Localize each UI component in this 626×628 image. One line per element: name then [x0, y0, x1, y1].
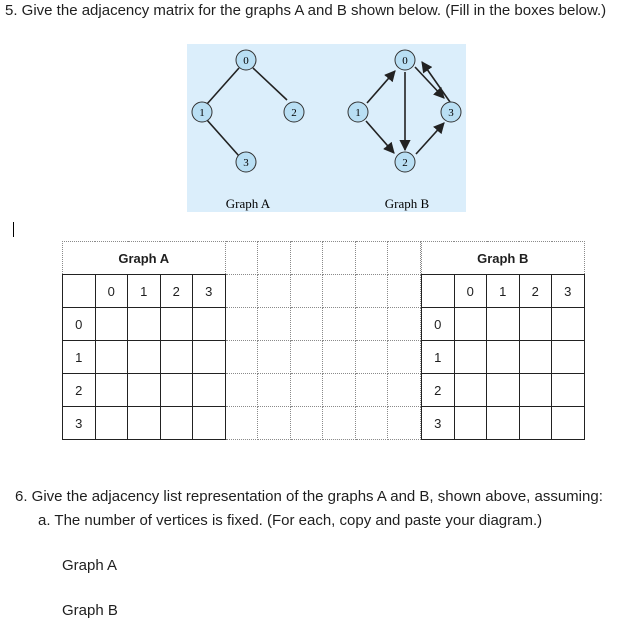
matrix-graph-b — [421, 241, 585, 440]
graph-a-nodes — [192, 50, 304, 172]
edge-b-1-2 — [366, 121, 394, 153]
edge-b-3-0 — [422, 62, 450, 102]
caption-graph-a: Graph A — [225, 196, 271, 211]
matrix-cell[interactable] — [128, 374, 161, 407]
caption-graph-b: Graph B — [384, 196, 430, 211]
svg-text:0: 0 — [243, 55, 249, 67]
question-6: 6. Give the adjacency list representation of the graphs A and B, shown above, assuming: — [15, 488, 603, 505]
matrix-cell[interactable] — [487, 407, 520, 440]
svg-text:1: 1 — [355, 107, 361, 119]
svg-text:1: 1 — [199, 107, 205, 119]
graph-a-edges — [207, 68, 287, 156]
matrix-cell[interactable] — [454, 407, 487, 440]
matrix-cell[interactable] — [95, 407, 128, 440]
matrix-cell[interactable] — [160, 407, 193, 440]
graph-b-node-0 — [395, 50, 415, 70]
answer-label-graph-a: Graph A — [62, 557, 118, 574]
row-header: 1 — [422, 341, 455, 374]
matrix-cell[interactable] — [552, 341, 585, 374]
row-header: 1 — [63, 341, 96, 374]
graph-a-node-1 — [192, 102, 212, 122]
graph-figure — [187, 44, 466, 212]
col-header: 3 — [552, 275, 585, 308]
matrix-cell[interactable] — [454, 341, 487, 374]
edge-a-0-3 — [253, 68, 287, 100]
svg-text:3: 3 — [243, 157, 249, 169]
col-header: 1 — [128, 275, 161, 308]
svg-text:2: 2 — [402, 157, 408, 169]
graph-b-node-1 — [348, 102, 368, 122]
matrix-cell[interactable] — [160, 308, 193, 341]
graph-b-node-3 — [441, 102, 461, 122]
question-5: 5. Give the adjacency matrix for the graphs A and B shown below. (Fill in the boxes below.) — [5, 2, 607, 19]
matrix-cell[interactable] — [454, 374, 487, 407]
col-header: 3 — [193, 275, 226, 308]
answer-label-graph-b: Graph B — [62, 602, 118, 619]
matrix-cell[interactable] — [552, 374, 585, 407]
matrix-cell[interactable] — [519, 374, 552, 407]
matrix-cell[interactable] — [487, 308, 520, 341]
matrix-cell[interactable] — [160, 374, 193, 407]
matrix-cell[interactable] — [193, 308, 226, 341]
question-6a: a. The number of vertices is fixed. (For each, copy and paste your diagram.) — [38, 512, 543, 529]
graph-b-node-2 — [395, 152, 415, 172]
matrix-cell[interactable] — [552, 308, 585, 341]
matrix-cell[interactable] — [193, 407, 226, 440]
matrix-cell[interactable] — [128, 308, 161, 341]
matrix-cell[interactable] — [160, 341, 193, 374]
text-cursor — [13, 222, 14, 237]
col-header: 1 — [487, 275, 520, 308]
matrix-cell[interactable] — [552, 407, 585, 440]
matrix-cell[interactable] — [193, 341, 226, 374]
col-header: 2 — [519, 275, 552, 308]
graph-diagram — [187, 44, 466, 212]
matrix-cell[interactable] — [95, 374, 128, 407]
row-header: 3 — [422, 407, 455, 440]
matrix-cell[interactable] — [128, 407, 161, 440]
matrix-cell[interactable] — [519, 308, 552, 341]
matrix-cell[interactable] — [95, 341, 128, 374]
graph-a-node-2 — [284, 102, 304, 122]
matrix-cell[interactable] — [519, 407, 552, 440]
row-header: 2 — [63, 374, 96, 407]
matrix-cell[interactable] — [128, 341, 161, 374]
row-header: 3 — [63, 407, 96, 440]
svg-text:3: 3 — [448, 107, 454, 119]
matrix-cell[interactable] — [519, 341, 552, 374]
matrix-graph-a — [62, 241, 421, 440]
svg-text:2: 2 — [291, 107, 297, 119]
col-header: 2 — [160, 275, 193, 308]
col-header: 0 — [454, 275, 487, 308]
matrix-b-title: Graph B — [422, 242, 585, 275]
row-header: 0 — [422, 308, 455, 341]
matrix-a-title: Graph A — [63, 242, 226, 275]
matrix-cell[interactable] — [487, 374, 520, 407]
row-header: 0 — [63, 308, 96, 341]
col-header: 0 — [95, 275, 128, 308]
matrix-cell[interactable] — [193, 374, 226, 407]
matrix-cell[interactable] — [454, 308, 487, 341]
matrix-cell[interactable] — [95, 308, 128, 341]
svg-text:0: 0 — [402, 55, 408, 67]
edge-b-2-3 — [416, 123, 444, 154]
graph-b-edges — [366, 62, 450, 154]
graph-a-node-0 — [236, 50, 256, 70]
matrix-cell[interactable] — [487, 341, 520, 374]
edge-a-1-0 — [207, 68, 239, 104]
graph-a-node-3 — [236, 152, 256, 172]
edge-a-1-3 — [207, 120, 239, 156]
row-header: 2 — [422, 374, 455, 407]
edge-b-1-0 — [367, 71, 395, 103]
